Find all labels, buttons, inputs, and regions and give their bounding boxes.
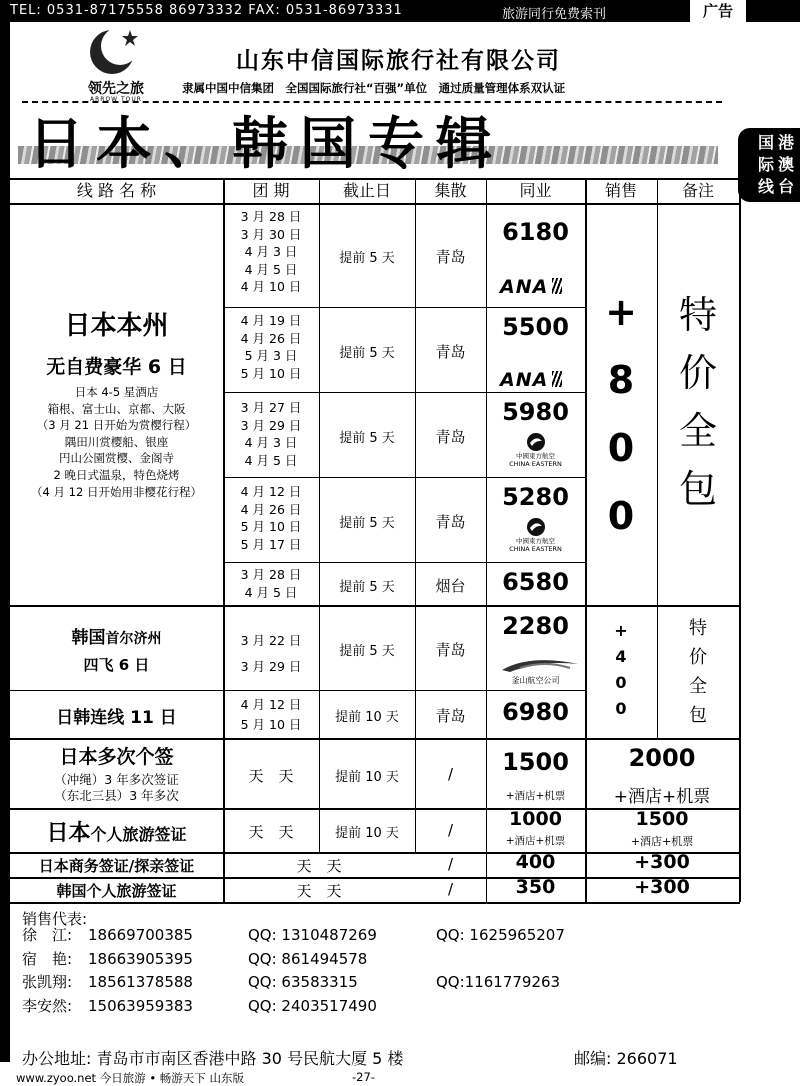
group-price: 5980 [502,398,569,426]
ad-label: 广告 [690,0,746,22]
header-trade-price: 同业 [519,181,552,200]
side-tab [738,128,800,202]
side-tab-char: 港 [778,133,795,152]
air-busan-logo-icon [500,656,580,674]
side-tab-char: 线 [758,177,775,196]
sales-rep-row: 宿 艳: 18663905395 QQ: 861494578 [22,949,368,968]
visa-japan-multi-details: （冲绳）3 年多次签证 （东北三县）3 年多次 [54,772,179,803]
japan-korea-dates: 4 月 12 日 5 月 10 日 [240,697,302,732]
china-eastern-label: 中國東方航空 CHINA EASTERN [509,452,562,468]
group-city: 青岛 [435,248,466,266]
group-cutoff: 提前 5 天 [339,431,395,446]
group-cutoff: 提前 5 天 [339,346,395,361]
group-cutoff: 提前 5 天 [339,251,395,266]
route-detail-line: 2 晚日式温泉，特色烧烤 [53,467,180,482]
japan-korea-city: 青岛 [435,707,466,725]
slogan: 旅游同行免费索刊 [502,7,607,22]
ana-logo-icon: ANA [500,276,549,298]
header-route: 线 路 名 称 [76,181,157,200]
visa-japan-multi-price: 1500 [502,748,569,776]
visa-japan-multi-cutoff: 提前 10 天 [335,770,399,785]
visa-korea-individual-name: 韩国个人旅游签证 [56,882,177,900]
japan-korea-cutoff: 提前 10 天 [335,710,399,725]
honshu-note: 特 价 全 包 [678,293,717,511]
visa-japan-multi-sale: 2000 [628,744,696,772]
korea-cutoff: 提前 5 天 [339,644,395,659]
route-detail-line: 隅田川赏樱船、银座 [64,434,169,449]
visa-japan-multi-city: / [447,765,454,783]
visa-japan-multi-name: 日本多次个签 [59,746,174,768]
air-busan-label: 釜山航空公司 [511,676,560,685]
group-dates: 4 月 12 日 4 月 26 日 5 月 10 日 5 月 17 日 [240,484,302,552]
group-city: 烟台 [435,577,466,595]
visa-korea-individual-price: 350 [515,876,556,898]
company-logo [78,26,154,102]
sales-rep-row: 徐 江: 18669700385 QQ: 1310487269 QQ: 1625965207 [22,926,565,944]
route-korea-name: 韩国首尔济州 [71,628,162,648]
header-cutoff: 截止日 [342,181,391,200]
group-price: 6580 [502,568,569,596]
group-price: 6180 [502,218,569,246]
logo-subtitle: ARROW TOUR [90,96,142,103]
group-cutoff: 提前 5 天 [339,516,395,531]
korea-city: 青岛 [435,641,466,659]
route-japan-honshu-details [10,384,223,500]
route-japan-honshu-name: 日本本州 [64,311,169,341]
sales-reps-title: 销售代表: [22,910,88,928]
group-price: 5280 [502,483,569,511]
company-name: 山东中信国际旅行社有限公司 [236,48,561,74]
visa-japan-individual-price: 1000 [509,808,562,830]
footer-site: www.zyoo.net 今日旅游 • 畅游天下 山东版 [16,1071,244,1085]
side-tab-char: 国 [758,133,775,152]
visa-japan-business-name: 日本商务签证/探亲签证 [38,857,195,875]
banner [18,110,718,180]
korea-price: 2280 [502,612,569,640]
logo-name: 领先之旅 [88,81,144,97]
ana-logo-icon: ANA [500,369,549,391]
visa-japan-business-dates: 天 天 [296,857,342,875]
route-korea-subtitle: 四飞 6 日 [83,656,150,674]
group-dates: 3 月 28 日 4 月 5 日 [240,567,302,600]
left-border [0,22,10,1062]
route-detail-line: 日本 4-5 星酒店 [74,385,159,399]
group-city: 青岛 [435,513,466,531]
visa-japan-individual-price-note: +酒店+机票 [505,835,566,847]
crescent-star-icon [78,26,154,78]
side-tab-char: 澳 [778,155,795,174]
visa-japan-individual-cutoff: 提前 10 天 [335,826,399,841]
visa-japan-business-price: 400 [515,851,556,873]
header-sales: 销售 [604,181,637,200]
sales-rep-row: 张凯翔: 18561378588 QQ: 63583315 QQ:1161779263 [22,973,561,991]
header-divider [22,101,722,103]
banner-title: 日本、韩国专辑 [28,112,504,177]
route-detail-line: 円山公園赏樱、金阁寺 [59,451,174,466]
page-number: -27- [352,1070,375,1084]
visa-japan-business-city: / [447,855,454,873]
visa-japan-individual-dates: 天 天 [248,823,294,841]
header-dates: 团 期 [252,181,290,200]
korea-note: 特 价 全 包 [689,618,707,726]
group-dates: 4 月 19 日 4 月 26 日 5 月 3 日 5 月 10 日 [240,313,302,381]
contact-numbers: TEL: 0531-87175558 86973332 FAX: 0531-86973331 [10,3,403,18]
honshu-sales-markup: + 8 0 0 [605,290,637,538]
office-address: 办公地址: 青岛市市南区香港中路 30 号民航大厦 5 楼 [22,1049,404,1068]
side-tab-char: 际 [758,155,775,174]
group-dates: 3 月 27 日 3 月 29 日 4 月 3 日 4 月 5 日 [240,400,302,468]
visa-korea-individual-city: / [447,880,454,898]
route-japan-korea-name: 日韩连线 11 日 [56,708,177,728]
group-city: 青岛 [435,428,466,446]
china-eastern-logo-icon [526,517,546,537]
group-dates: 3 月 28 日 3 月 30 日 4 月 3 日 4 月 5 日 4 月 10 日 [240,209,302,294]
sales-reps-list [22,924,722,1018]
route-detail-line: （3 月 21 日开始为赏樱行程） [36,418,197,433]
visa-japan-multi-dates: 天 天 [248,767,294,785]
group-price: 5500 [502,313,569,341]
visa-japan-multi-price-note: +酒店+机票 [505,790,566,802]
korea-sales-markup: + 4 0 0 [614,621,628,718]
top-bar [0,0,800,22]
group-cutoff: 提前 5 天 [339,580,395,595]
sales-rep-row: 李安然: 15063959383 QQ: 2403517490 [22,996,377,1015]
korea-dates: 3 月 22 日 3 月 29 日 [240,633,302,674]
postcode: 邮编: 266071 [574,1049,678,1068]
side-tab-char: 台 [778,177,795,196]
visa-japan-individual-sale-note: +酒店+机票 [630,835,694,848]
visa-japan-business-sale: +300 [634,851,690,873]
china-eastern-label: 中國東方航空 CHINA EASTERN [509,537,562,553]
route-detail-line: （4 月 12 日开始用非樱花行程） [31,484,202,499]
visa-korea-individual-sale: +300 [634,876,690,898]
japan-korea-price: 6980 [502,698,569,726]
visa-japan-individual-name: 日本个人旅游签证 [46,821,187,846]
header-city: 集散 [434,181,467,200]
visa-japan-individual-sale: 1500 [635,808,689,830]
header-note: 备注 [681,181,714,200]
visa-japan-multi-sale-note: +酒店+机票 [613,787,711,807]
china-eastern-logo-icon [526,432,546,452]
company-affiliation: 隶属中国中信集团 全国国际旅行社“百强”单位 通过质量管理体系双认证 [182,81,566,95]
route-japan-honshu-subtitle: 无自费豪华 6 日 [46,356,187,378]
visa-korea-individual-dates: 天 天 [296,882,342,900]
group-city: 青岛 [435,343,466,361]
route-detail-line: 箱根、富士山、京都、大阪 [47,401,186,416]
visa-japan-individual-city: / [447,821,454,839]
